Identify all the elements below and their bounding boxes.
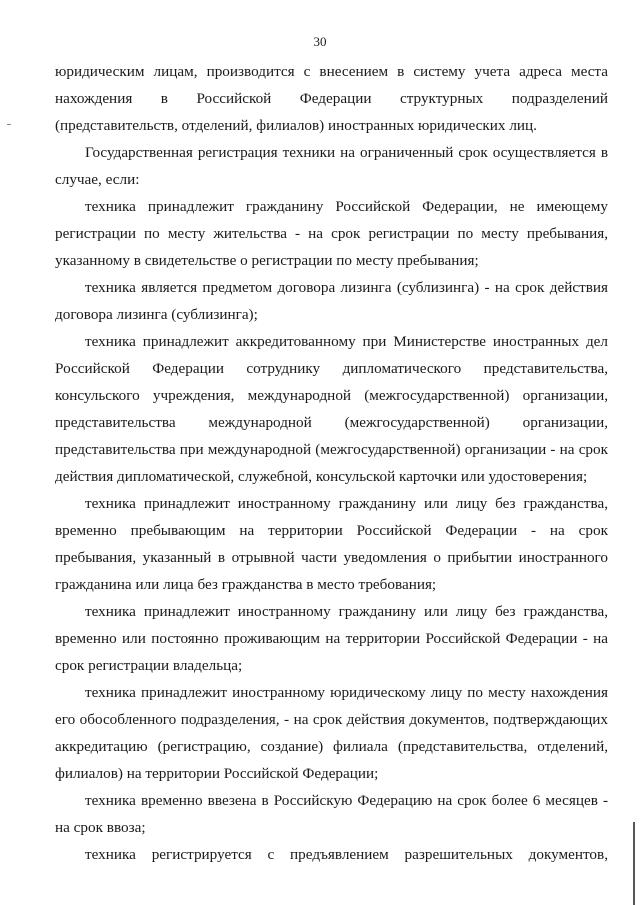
page-number: 30 bbox=[313, 34, 327, 49]
document-body bbox=[55, 58, 608, 868]
paragraph-diplomatic: техника принадлежит аккредитованному при Министерстве иностранных дел Российской Федерации сотруднику дипломатического представительства, консульского учреждения, международной (межгосударственной) организации, представительства международной (межгосударственной) организации, представительства при международной (межгосударственной) организации - на срок действия дипломатической, служебной, консульской карточки или удостоверения; bbox=[55, 333, 608, 485]
paragraph-foreign-entity: техника принадлежит иностранному юридическому лицу по месту нахождения его обособленного подразделения, - на срок действия документов, подтверждающих аккредитацию (регистрацию, создание) филиала (представительства, отделений, филиалов) на территории Российской Федерации; bbox=[55, 684, 608, 782]
paragraph-leasing: техника является предметом договора лизинга (сублизинга) - на срок действия договора лизинга (сублизинга); bbox=[55, 279, 608, 323]
paragraph-temporary-stay: техника принадлежит иностранному гражданину или лицу без гражданства, временно пребывающим на территории Российской Федерации - на срок пребывания, указанный в отрывной части уведомления о прибытии иностранного гражданина или лица без гражданства в место требования; bbox=[55, 495, 608, 593]
paragraph-intro: Государственная регистрация техники на ограниченный срок осуществляется в случае, если: bbox=[55, 144, 608, 188]
paragraph-foreign-resident: техника принадлежит иностранному гражданину или лицу без гражданства, временно или постоянно проживающим на территории Российской Федерации - на срок регистрации владельца; bbox=[55, 603, 608, 674]
paragraph-import: техника временно ввезена в Российскую Федерацию на срок более 6 месяцев - на срок ввоза; bbox=[55, 792, 608, 836]
paragraph-permits: техника регистрируется с предъявлением разрешительных документов, bbox=[85, 846, 608, 863]
paragraph-continuation: юридическим лицам, производится с внесением в систему учета адреса места нахождения в Российской Федерации структурных подразделений (представительств, отделений, филиалов) иностранных юридических лиц. bbox=[55, 63, 608, 134]
scan-edge-line bbox=[633, 822, 635, 905]
paragraph-residence: техника принадлежит гражданину Российской Федерации, не имеющему регистрации по месту жительства - на срок регистрации по месту пребывания, указанному в свидетельстве о регистрации по месту пребывания; bbox=[55, 198, 608, 269]
margin-mark bbox=[7, 124, 11, 125]
